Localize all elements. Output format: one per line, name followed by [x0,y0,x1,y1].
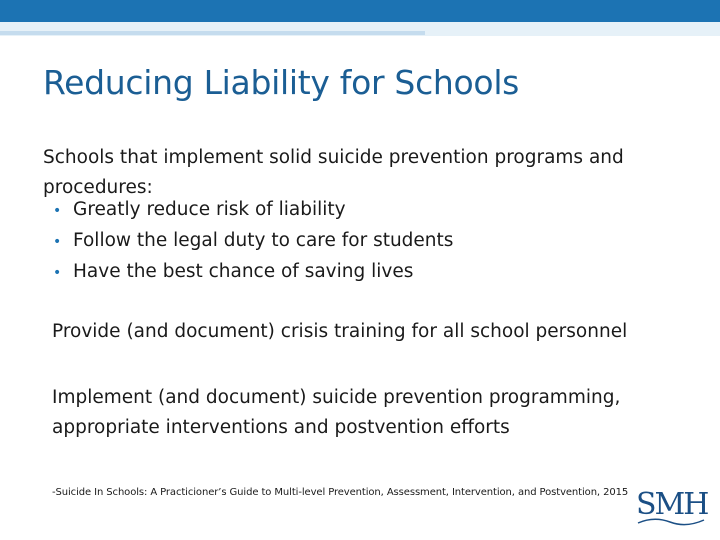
logo-wave-icon [636,488,706,528]
header-accent-line [0,31,425,35]
bullet-text: Have the best chance of saving lives [73,261,414,282]
slide-title: Reducing Liability for Schools [43,63,520,102]
bullet-dot-icon: • [53,265,62,281]
bullet-dot-icon: • [53,203,62,219]
intro-line-2: procedures: [43,177,153,198]
bullet-item [53,257,453,288]
intro-line-1: Schools that implement solid suicide prevention programs and [43,147,624,168]
smh-logo [636,488,706,528]
bullet-text: Greatly reduce risk of liability [73,199,346,220]
bullet-list [53,195,453,288]
bullet-item [53,195,453,226]
logo-text: SMH [636,487,708,522]
citation: -Suicide In Schools: A Practicioner’s Guide to Multi-level Prevention, Assessment, Intervention, and Postvention, 2015 [52,487,629,498]
header-band [0,0,720,22]
paragraph-programming [52,383,620,443]
paragraph-programming-line-2: appropriate interventions and postvention efforts [52,417,510,438]
bullet-item [53,226,453,257]
intro-text [43,143,683,203]
paragraph-crisis-training: Provide (and document) crisis training for all school personnel [52,321,628,342]
bullet-dot-icon: • [53,234,62,250]
bullet-text: Follow the legal duty to care for students [73,230,454,251]
paragraph-programming-line-1: Implement (and document) suicide prevention programming, [52,387,621,408]
